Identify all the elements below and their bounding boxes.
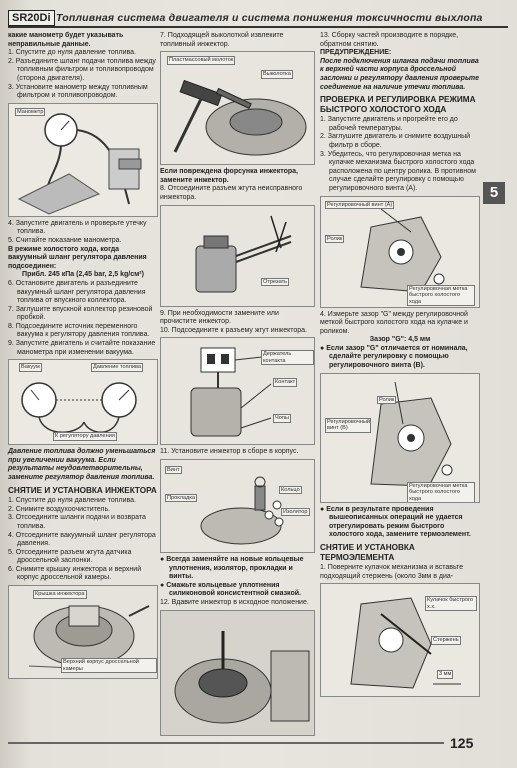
label-contact: Контакт	[275, 379, 296, 386]
figure-adjust-screw-b	[320, 373, 480, 503]
step-item: 7. Подходящей выколоткой извлеките топливный инжектор.	[160, 32, 284, 48]
label-pins: Чопы	[275, 415, 289, 422]
label-punch: Выколотка	[263, 71, 291, 78]
gauge-illustration	[9, 104, 158, 216]
step-item: 1. Запустите двигатель и прогрейте его до рабочей температуры.	[320, 116, 458, 132]
label-contact-holder: Держатель контакта	[261, 350, 314, 365]
label-upper-body: Верхний корпус дроссельной камеры	[61, 658, 157, 673]
step-item: 9. При необходимости замените или прочистите инжектор.	[160, 309, 279, 326]
label-fuel-pressure: Давление топлива	[93, 364, 142, 371]
warning-nozzle: Если повреждена форсунка инжектора, замените инжектор.	[160, 168, 298, 184]
step-item: 2. Разъедините шланг подачи топлива между топливным фильтром и топливопроводом (сторона двигателя).	[8, 57, 156, 82]
label-gasket: Прокладка	[167, 494, 196, 501]
harness-illustration	[161, 206, 315, 306]
step-item: 1. Спустите до нуля давление топлива.	[8, 497, 136, 505]
figure-thermo-element	[320, 583, 480, 697]
steps-list	[8, 497, 158, 583]
step-item: 13. Сборку частей производите в порядке, обратном снятию.	[320, 32, 459, 48]
step-item: 6. Снимите крышку инжектора и верхний корпус дроссельной камеры.	[8, 565, 142, 582]
page-number: 125	[450, 735, 474, 751]
label-roller: Ролик	[327, 235, 343, 242]
step-item: 4. Измерьте зазор "G" между регулировочной меткой быстрого холостого хода на кулачке и роликом.	[320, 310, 468, 335]
section-title-injector: СНЯТИЕ И УСТАНОВКА ИНЖЕКТОРА	[8, 485, 157, 495]
pressure-note: Давление топлива должно уменьшаться при увеличении вакуума. Если результаты неудовлетворительны, замените регулятор давления топлива.	[8, 448, 156, 482]
label-to-regulator: К регулятору давления	[55, 433, 115, 440]
step-item: 9. Запустите двигатель и считайте показание манометра при изменении вакуума.	[8, 340, 156, 356]
bullet-list	[160, 556, 315, 599]
step-item: 6. Остановите двигатель и разъедините вакуумный шланг регулятора давления топлива от впускного коллектора.	[8, 279, 146, 305]
step-item: 3. Отсоедините шланги подачи и возврата топлива.	[8, 514, 146, 530]
model-badge: SR20Di	[8, 10, 55, 26]
bullet-list	[320, 506, 480, 540]
label-injector-cover: Крышка инжектора	[35, 591, 85, 598]
header-title: Топливная система двигателя и система понижения токсичности выхлопа	[56, 12, 483, 24]
step-item: 5. Считайте показание манометра.	[8, 236, 122, 244]
step-item: 2. Снимите воздухоочиститель.	[8, 505, 111, 513]
label-fast-idle-mark-b: Регулировочная метка быстрого холостого хода	[407, 482, 475, 503]
column-right	[320, 32, 480, 700]
label-3mm: 3 мм	[439, 671, 452, 678]
step-item: 3. Установите манометр между топливным фильтром и топливопроводом.	[8, 83, 148, 100]
figure-press-injector	[160, 610, 315, 736]
page-header	[8, 10, 508, 28]
step-item: 2. Заглушите двигатель и снимите воздушный фильтр в сборе.	[320, 133, 471, 149]
footer-divider	[8, 742, 444, 744]
label-fast-idle-mark: Регулировочная метка быстрого холостого хода	[407, 285, 475, 307]
column-middle	[160, 32, 315, 739]
bullet-item: ● Смажьте кольцевые уплотнения силиконовой консистентной смазкой.	[160, 582, 315, 599]
label-screw-a: Регулировочный винт (А)	[327, 201, 393, 208]
steps-list	[8, 49, 158, 101]
label-cut: Отрезать	[263, 278, 288, 285]
idle-pressure-value: Прибл. 245 кПа (2,45 bar, 2,5 kg/см²)	[22, 271, 144, 279]
warning-title: ПРЕДУПРЕЖДЕНИЕ:	[320, 49, 392, 57]
bullet-item: ● Всегда заменяйте на новые кольцевые уплотнения, изолятор, прокладки и винты.	[160, 556, 315, 582]
step-item: 8. Подсоедините источник переменного вакуума к регулятору давления топлива.	[8, 322, 150, 339]
injector-parts-illustration	[161, 460, 315, 552]
step-item: 1. Спустите до нуля давление топлива.	[8, 49, 136, 57]
figure-vacuum-test	[8, 359, 158, 445]
steps-list	[320, 116, 480, 193]
label-rod: Стержень	[433, 637, 459, 644]
figure-adjust-screw-a	[320, 196, 480, 308]
chapter-tab: 5	[483, 182, 505, 204]
figure-cut-harness	[160, 205, 315, 307]
gap-value: Зазор "G": 4,5 мм	[369, 336, 431, 344]
label-screw-b: Регулировочный винт (В)	[327, 418, 370, 432]
bullet-item: ● Если зазор "G" отличается от номинала, сделайте регулировку с помощью регулировочного винта (В).	[320, 345, 480, 371]
label-screw: Винт	[167, 466, 180, 473]
label-oring: Кольцо	[281, 486, 300, 493]
step-item: 3. Убедитесь, что регулировочная метка на кулачке механизма быстрого холостого хода расположена по центру ролика. В противном случае сделайте регулировку с помощью регулировочного винта (А).	[320, 150, 476, 192]
figure-remove-injector	[160, 51, 315, 165]
punch-illustration	[161, 52, 315, 164]
step-item: 8. Отсоедините разъем жгута неисправного инжектора.	[160, 185, 303, 201]
warning-text: После подключения шланга подачи топлива к верхней части корпуса дроссельной заслонки и регулятору давления проверьте соединение на наличие утечки топлива.	[320, 57, 479, 91]
steps-list	[8, 220, 158, 246]
step-item: 12. Вдавите инжектор в исходное положение.	[160, 598, 309, 606]
step-item: 4. Запустите двигатель и проверьте утечку топлива.	[8, 219, 147, 236]
bullet-item: ● Если в результате проведения вышеописанных операций не удается отрегулировать режим быстрого холостого хода, замените термоэлемент.	[320, 506, 480, 540]
label-manometer: Манометр	[17, 108, 44, 115]
step-item: 1. Поверните кулачок механизма и вставьте подходящий стержень (около 3мм в диа-	[320, 564, 464, 580]
figure-injector-parts	[160, 459, 315, 553]
label-cam: Кулачок быстрого х.х.	[425, 596, 477, 611]
steps-list	[8, 280, 158, 357]
section-title-fast-idle: ПРОВЕРКА И РЕГУЛИРОВКА РЕЖИМА БЫСТРОГО ХОЛОСТОГО ХОДА	[320, 95, 476, 114]
step-item: 5. Отсоедините разъем жгута датчика дроссельной заслонки.	[8, 548, 132, 565]
intro-text: какие манометр будет указывать неправильные данные.	[8, 32, 124, 48]
press-illustration	[161, 611, 315, 735]
label-insulator: Изолятор	[283, 508, 308, 515]
step-item: 10. Подсоедините к разъему жгут инжектора.	[160, 326, 307, 334]
figure-injector-cover	[8, 585, 158, 679]
label-roller-b: Ролик	[379, 396, 395, 403]
label-plastic-hammer: Пластмассовый молоток	[169, 57, 234, 64]
step-item: 7. Заглушите впускной коллектор резиновой пробкой.	[8, 305, 153, 322]
step-item: 4. Отсоедините вакуумный шланг регулятора давления.	[8, 531, 156, 548]
step-item: 11. Установите инжектор в сборе в корпус.	[160, 448, 299, 456]
label-vacuum: Вакуум	[21, 364, 40, 371]
figure-connector	[160, 337, 315, 445]
idle-condition: В режиме холостого хода, когда вакуумный шланг регулятора давления подсоединен:	[8, 245, 147, 270]
figure-gauge-install	[8, 103, 158, 217]
section-title-thermo: СНЯТИЕ И УСТАНОВКА ТЕРМОЭЛЕМЕНТА	[320, 543, 415, 562]
bullet-list	[320, 345, 480, 371]
column-left	[8, 32, 158, 682]
